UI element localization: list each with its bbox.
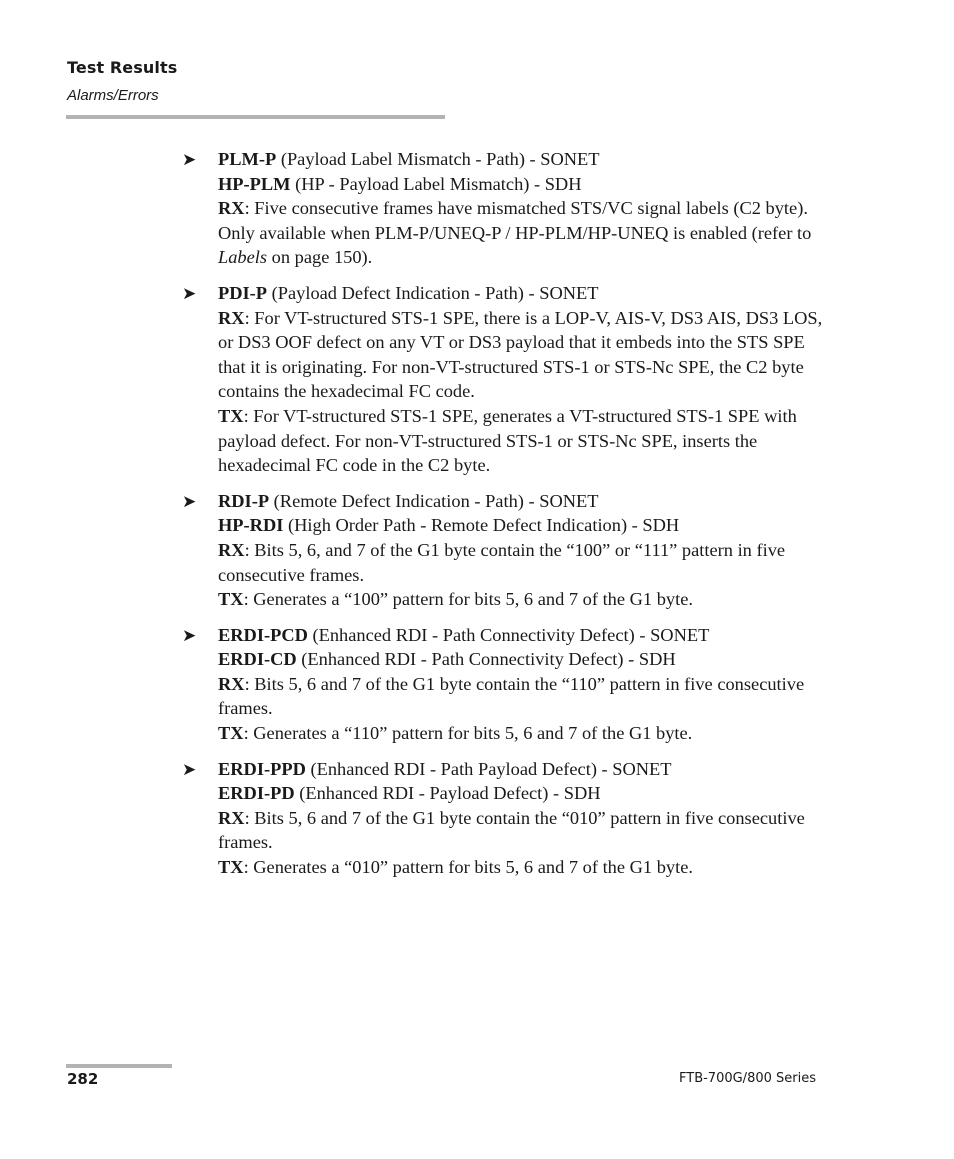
item-description: TX: Generates a “100” pattern for bits 5, 6 and 7 of the G1 byte. — [218, 589, 693, 610]
item-heading: PDI-P (Payload Defect Indication - Path) - SONET — [218, 282, 599, 303]
item-heading: RDI-P (Remote Defect Indication - Path) - SONET — [218, 490, 599, 511]
item-description: TX: Generates a “010” pattern for bits 5, 6 and 7 of the G1 byte. — [218, 857, 693, 878]
page-number: 282 — [67, 1070, 99, 1088]
cross-reference-link[interactable]: Labels — [218, 247, 268, 268]
footer-rule — [66, 1064, 172, 1068]
item-description: TX: For VT-structured STS-1 SPE, generates a VT-structured STS-1 SPE with payload defect. For non-VT-structured STS-1 or STS-Nc SPE, inserts the hexadecimal FC code in the C2 byte. — [218, 405, 797, 476]
arrowhead-bullet-icon: ➤ — [182, 283, 197, 304]
list-item — [182, 623, 828, 746]
item-heading: HP-RDI (High Order Path - Remote Defect Indication) - SDH — [218, 515, 680, 536]
item-heading: ERDI-PPD (Enhanced RDI - Path Payload Defect) - SONET — [218, 758, 672, 779]
item-description: RX: Bits 5, 6, and 7 of the G1 byte contain the “100” or “111” pattern in five consecutive frames. — [218, 539, 786, 585]
item-heading: HP-PLM (HP - Payload Label Mismatch) - SDH — [218, 173, 582, 194]
header-rule — [66, 115, 445, 119]
item-heading: ERDI-PD (Enhanced RDI - Payload Defect) - SDH — [218, 783, 601, 804]
alarm-list — [182, 147, 828, 891]
arrowhead-bullet-icon: ➤ — [182, 759, 197, 780]
item-description: RX: Five consecutive frames have mismatched STS/VC signal labels (C2 byte). Only available when PLM-P/UNEQ-P / HP-PLM/HP-UNEQ is enabled (refer to Labels on page 150). — [218, 198, 812, 268]
item-description: TX: Generates a “110” pattern for bits 5, 6 and 7 of the G1 byte. — [218, 723, 693, 744]
footer-series: FTB-700G/800 Series — [679, 1071, 816, 1086]
list-item — [182, 757, 828, 880]
list-item — [182, 281, 828, 478]
list-item — [182, 489, 828, 612]
item-description: RX: Bits 5, 6 and 7 of the G1 byte contain the “010” pattern in five consecutive frames. — [218, 807, 805, 853]
running-header-title: Test Results — [67, 58, 178, 77]
arrowhead-bullet-icon: ➤ — [182, 625, 197, 646]
list-item — [182, 147, 828, 270]
item-heading: ERDI-CD (Enhanced RDI - Path Connectivity Defect) - SDH — [218, 649, 676, 670]
arrowhead-bullet-icon: ➤ — [182, 491, 197, 512]
item-heading: PLM-P (Payload Label Mismatch - Path) - SONET — [218, 149, 600, 169]
item-description: RX: For VT-structured STS-1 SPE, there is a LOP-V, AIS-V, DS3 AIS, DS3 LOS, or DS3 OOF defect on any VT or DS3 payload that it embeds into the STS SPE that it is originating. For non-VT-structured STS-1 or STS-Nc SPE, the C2 byte contains the hexadecimal FC code. — [218, 307, 823, 402]
item-heading: ERDI-PCD (Enhanced RDI - Path Connectivity Defect) - SONET — [218, 624, 710, 645]
item-description: RX: Bits 5, 6 and 7 of the G1 byte contain the “110” pattern in five consecutive frames. — [218, 673, 805, 719]
arrowhead-bullet-icon: ➤ — [182, 150, 197, 170]
running-header-subtitle: Alarms/Errors — [67, 87, 159, 104]
